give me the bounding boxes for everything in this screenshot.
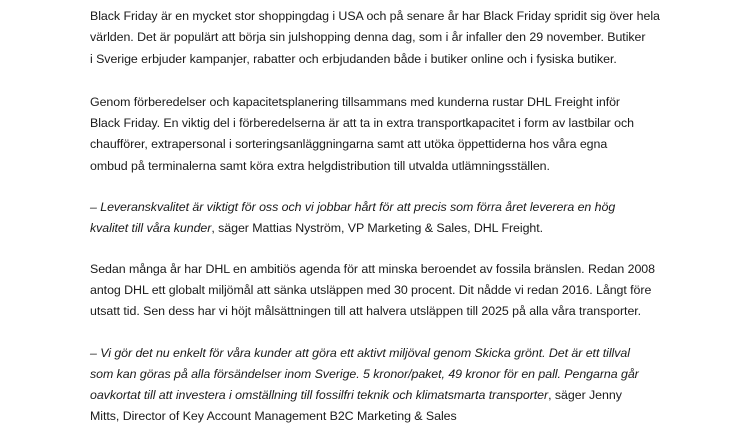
text-line: Genom förberedelser och kapacitetsplanering tillsammans med kunderna rustar DHL Freight inför bbox=[90, 94, 621, 109]
quote-text: oavkortat till att investera i omställning till fossilfri teknik och klimatsmarta transporter bbox=[90, 388, 549, 403]
text-line: i Sverige erbjuder kampanjer, rabatter och erbjudanden både i butiker online och i fysiska butiker. bbox=[90, 51, 617, 66]
attribution: , säger Jenny bbox=[548, 388, 622, 403]
text-line: chaufförer, extrapersonal i sorteringsanläggningarna samt att utöka öppettiderna hos våra egna bbox=[90, 137, 608, 152]
paragraph-black-friday-intro bbox=[90, 6, 730, 70]
text-line: Mitts, Director of Key Account Management B2C Marketing & Sales bbox=[90, 409, 457, 424]
paragraph-preparations bbox=[90, 92, 730, 177]
text-line bbox=[90, 385, 730, 406]
quote-text: – Leveranskvalitet är viktigt för oss och vi jobbar hårt för att precis som förra året leverera en hög bbox=[90, 200, 616, 215]
text-line: antog DHL ett globalt miljömål att sänka utsläppen med 30 procent. Dit nådde vi redan 2016. Långt före bbox=[90, 282, 652, 297]
paragraph-environment-agenda bbox=[90, 259, 730, 323]
paragraph-quote-nystrom bbox=[90, 197, 730, 240]
text-line: Sedan många år har DHL en ambitiös agenda för att minska beroendet av fossila bränslen. Redan 2008 bbox=[90, 261, 655, 276]
quote-text: – Vi gör det nu enkelt för våra kunder att göra ett aktivt miljöval genom Skicka grönt. Det är ett tillval bbox=[90, 345, 630, 360]
quote-text: kvalitet till våra kunder bbox=[90, 221, 212, 236]
text-line: Black Friday. En viktig del i förberedelserna är att ta in extra transportkapacitet i form av lastbilar och bbox=[90, 116, 634, 131]
text-line bbox=[90, 343, 730, 364]
text-line: utsatt tid. Sen dess har vi höjt målsättningen till att halvera utsläppen till 2025 på alla våra transporter. bbox=[90, 304, 642, 319]
text-line bbox=[90, 218, 730, 239]
text-line bbox=[90, 364, 730, 385]
press-release-body bbox=[90, 6, 730, 448]
text-line bbox=[90, 197, 730, 218]
text-line: världen. Det är populärt att börja sin julshopping denna dag, som i år infaller den 29 november. Butiker bbox=[90, 30, 646, 45]
paragraph-quote-mitts bbox=[90, 343, 730, 428]
attribution: , säger Mattias Nyström, VP Marketing & Sales, DHL Freight. bbox=[211, 221, 544, 236]
text-line: Black Friday är en mycket stor shoppingdag i USA och på senare år har Black Friday spridit sig över hela bbox=[90, 9, 660, 23]
text-line: ombud på terminalerna samt köra extra helgdistribution till utvalda utlämningsställen. bbox=[90, 158, 550, 173]
quote-text: som kan göras på alla försändelser inom Sverige. 5 kronor/paket, 49 kronor för en pall. Pengarna går bbox=[90, 366, 639, 381]
